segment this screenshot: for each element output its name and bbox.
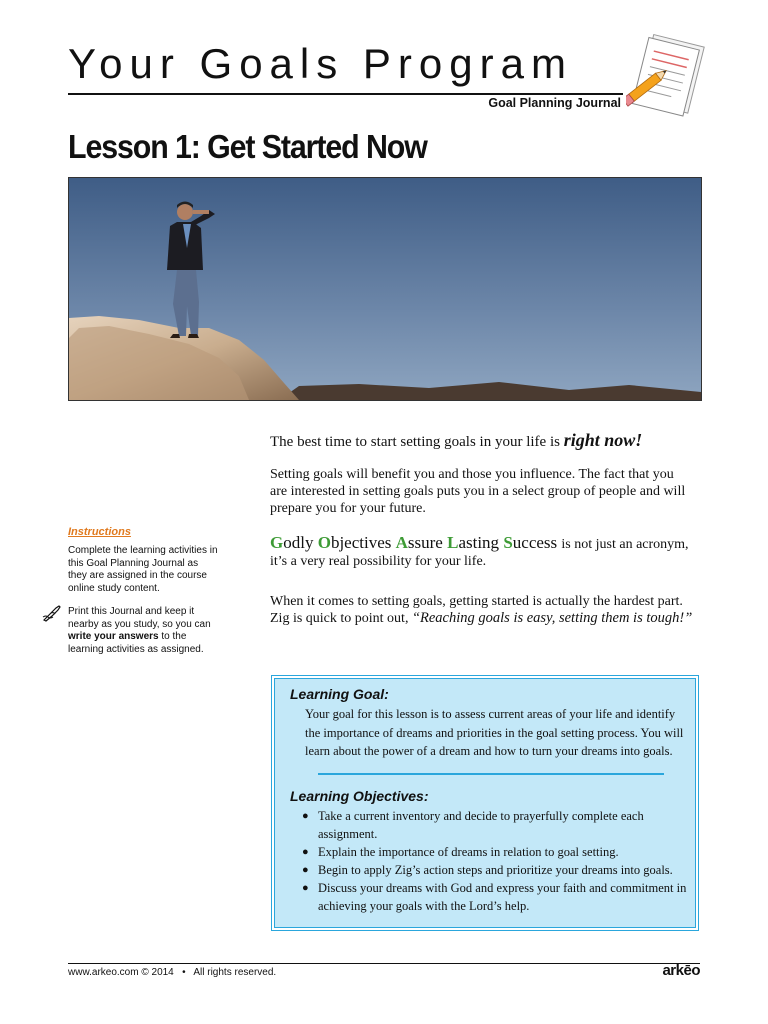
- bullet-icon: ●: [302, 810, 309, 822]
- quote-lead: When it comes to setting goals, getting started is actually the hardest part. Zig is quick to point out,: [270, 594, 683, 626]
- learning-goal-heading: Learning Goal:: [290, 686, 389, 702]
- list-item: [302, 807, 692, 843]
- intro-heading-text: The best time to start setting goals in your life is: [270, 434, 564, 450]
- hero-photo: [68, 177, 702, 401]
- acronym-initial: O: [317, 533, 331, 552]
- learning-objectives-list: [302, 807, 692, 915]
- list-item: [302, 879, 692, 915]
- print-text-start: Print this Journal and keep it nearby as you study, so you can: [68, 606, 211, 630]
- acronym-goals: [270, 533, 561, 552]
- journal-subtitle: Goal Planning Journal: [488, 96, 621, 110]
- list-item: [302, 861, 692, 879]
- acronym-initial: G: [270, 533, 284, 552]
- intro-paragraph: Setting goals will benefit you and those you influence. The fact that you are interested in setting goals puts you in a select group of people and will prepare you for your future.: [270, 467, 686, 516]
- acronym-word-rest: bjectives: [330, 533, 396, 552]
- footer-copyright: www.arkeo.com © 2014 • All rights reserved.: [68, 967, 277, 978]
- learning-objectives-heading: Learning Objectives:: [290, 788, 429, 804]
- writing-hand-icon: [42, 604, 62, 622]
- bullet-icon: ●: [302, 846, 309, 858]
- acronym-tail: is not just an acronym, it’s a very real possibility for your life.: [270, 537, 689, 569]
- program-title: Your Goals Program: [68, 40, 573, 87]
- print-text-bold: write your answers: [68, 631, 159, 642]
- instructions-heading: Instructions: [68, 526, 131, 538]
- quote-paragraph: [270, 593, 702, 627]
- journal-pencil-icon: [626, 32, 706, 122]
- zig-quote: “Reaching goals is easy, setting them is tough!”: [411, 610, 693, 626]
- intro-heading: [270, 430, 642, 451]
- acronym-initial: S: [503, 533, 513, 552]
- acronym-initial: A: [395, 533, 408, 552]
- lesson-title: Lesson 1: Get Started Now: [68, 128, 427, 165]
- header-rule: [68, 93, 623, 95]
- acronym-word-rest: odly: [283, 533, 318, 552]
- footer-rule: [68, 963, 700, 964]
- objective-text: Explain the importance of dreams in relation to goal setting.: [318, 845, 619, 859]
- instructions-text: Complete the learning activities in this Goal Planning Journal as they are assigned in the course online study content.: [68, 545, 218, 594]
- print-instructions: [68, 606, 218, 656]
- learning-goal-box: [271, 675, 699, 931]
- bullet-icon: ●: [302, 864, 309, 876]
- box-divider: [318, 773, 664, 775]
- arkeo-logo: arkēo: [662, 962, 700, 979]
- list-item: [302, 843, 692, 861]
- bullet-icon: ●: [302, 882, 309, 894]
- acronym-word-rest: asting: [458, 533, 504, 552]
- learning-goal-text: Your goal for this lesson is to assess current areas of your life and identify the importance of dreams and priorities in the goal setting process. You will learn about the power of a dream and how to turn your dreams into goals.: [305, 707, 684, 758]
- intro-heading-emphasis: right now!: [563, 430, 643, 450]
- objective-text: Begin to apply Zig’s action steps and prioritize your dreams into goals.: [318, 863, 673, 877]
- acronym-paragraph: [270, 534, 690, 570]
- objective-text: Take a current inventory and decide to prayerfully complete each assignment.: [318, 809, 644, 841]
- print-text-end: to the learning activities as assigned.: [68, 631, 204, 655]
- objective-text: Discuss your dreams with God and express your faith and commitment in achieving your goals with the Lord’s help.: [318, 881, 687, 913]
- acronym-word-rest: ssure: [407, 533, 448, 552]
- acronym-word-rest: uccess: [512, 533, 558, 552]
- acronym-initial: L: [447, 533, 459, 552]
